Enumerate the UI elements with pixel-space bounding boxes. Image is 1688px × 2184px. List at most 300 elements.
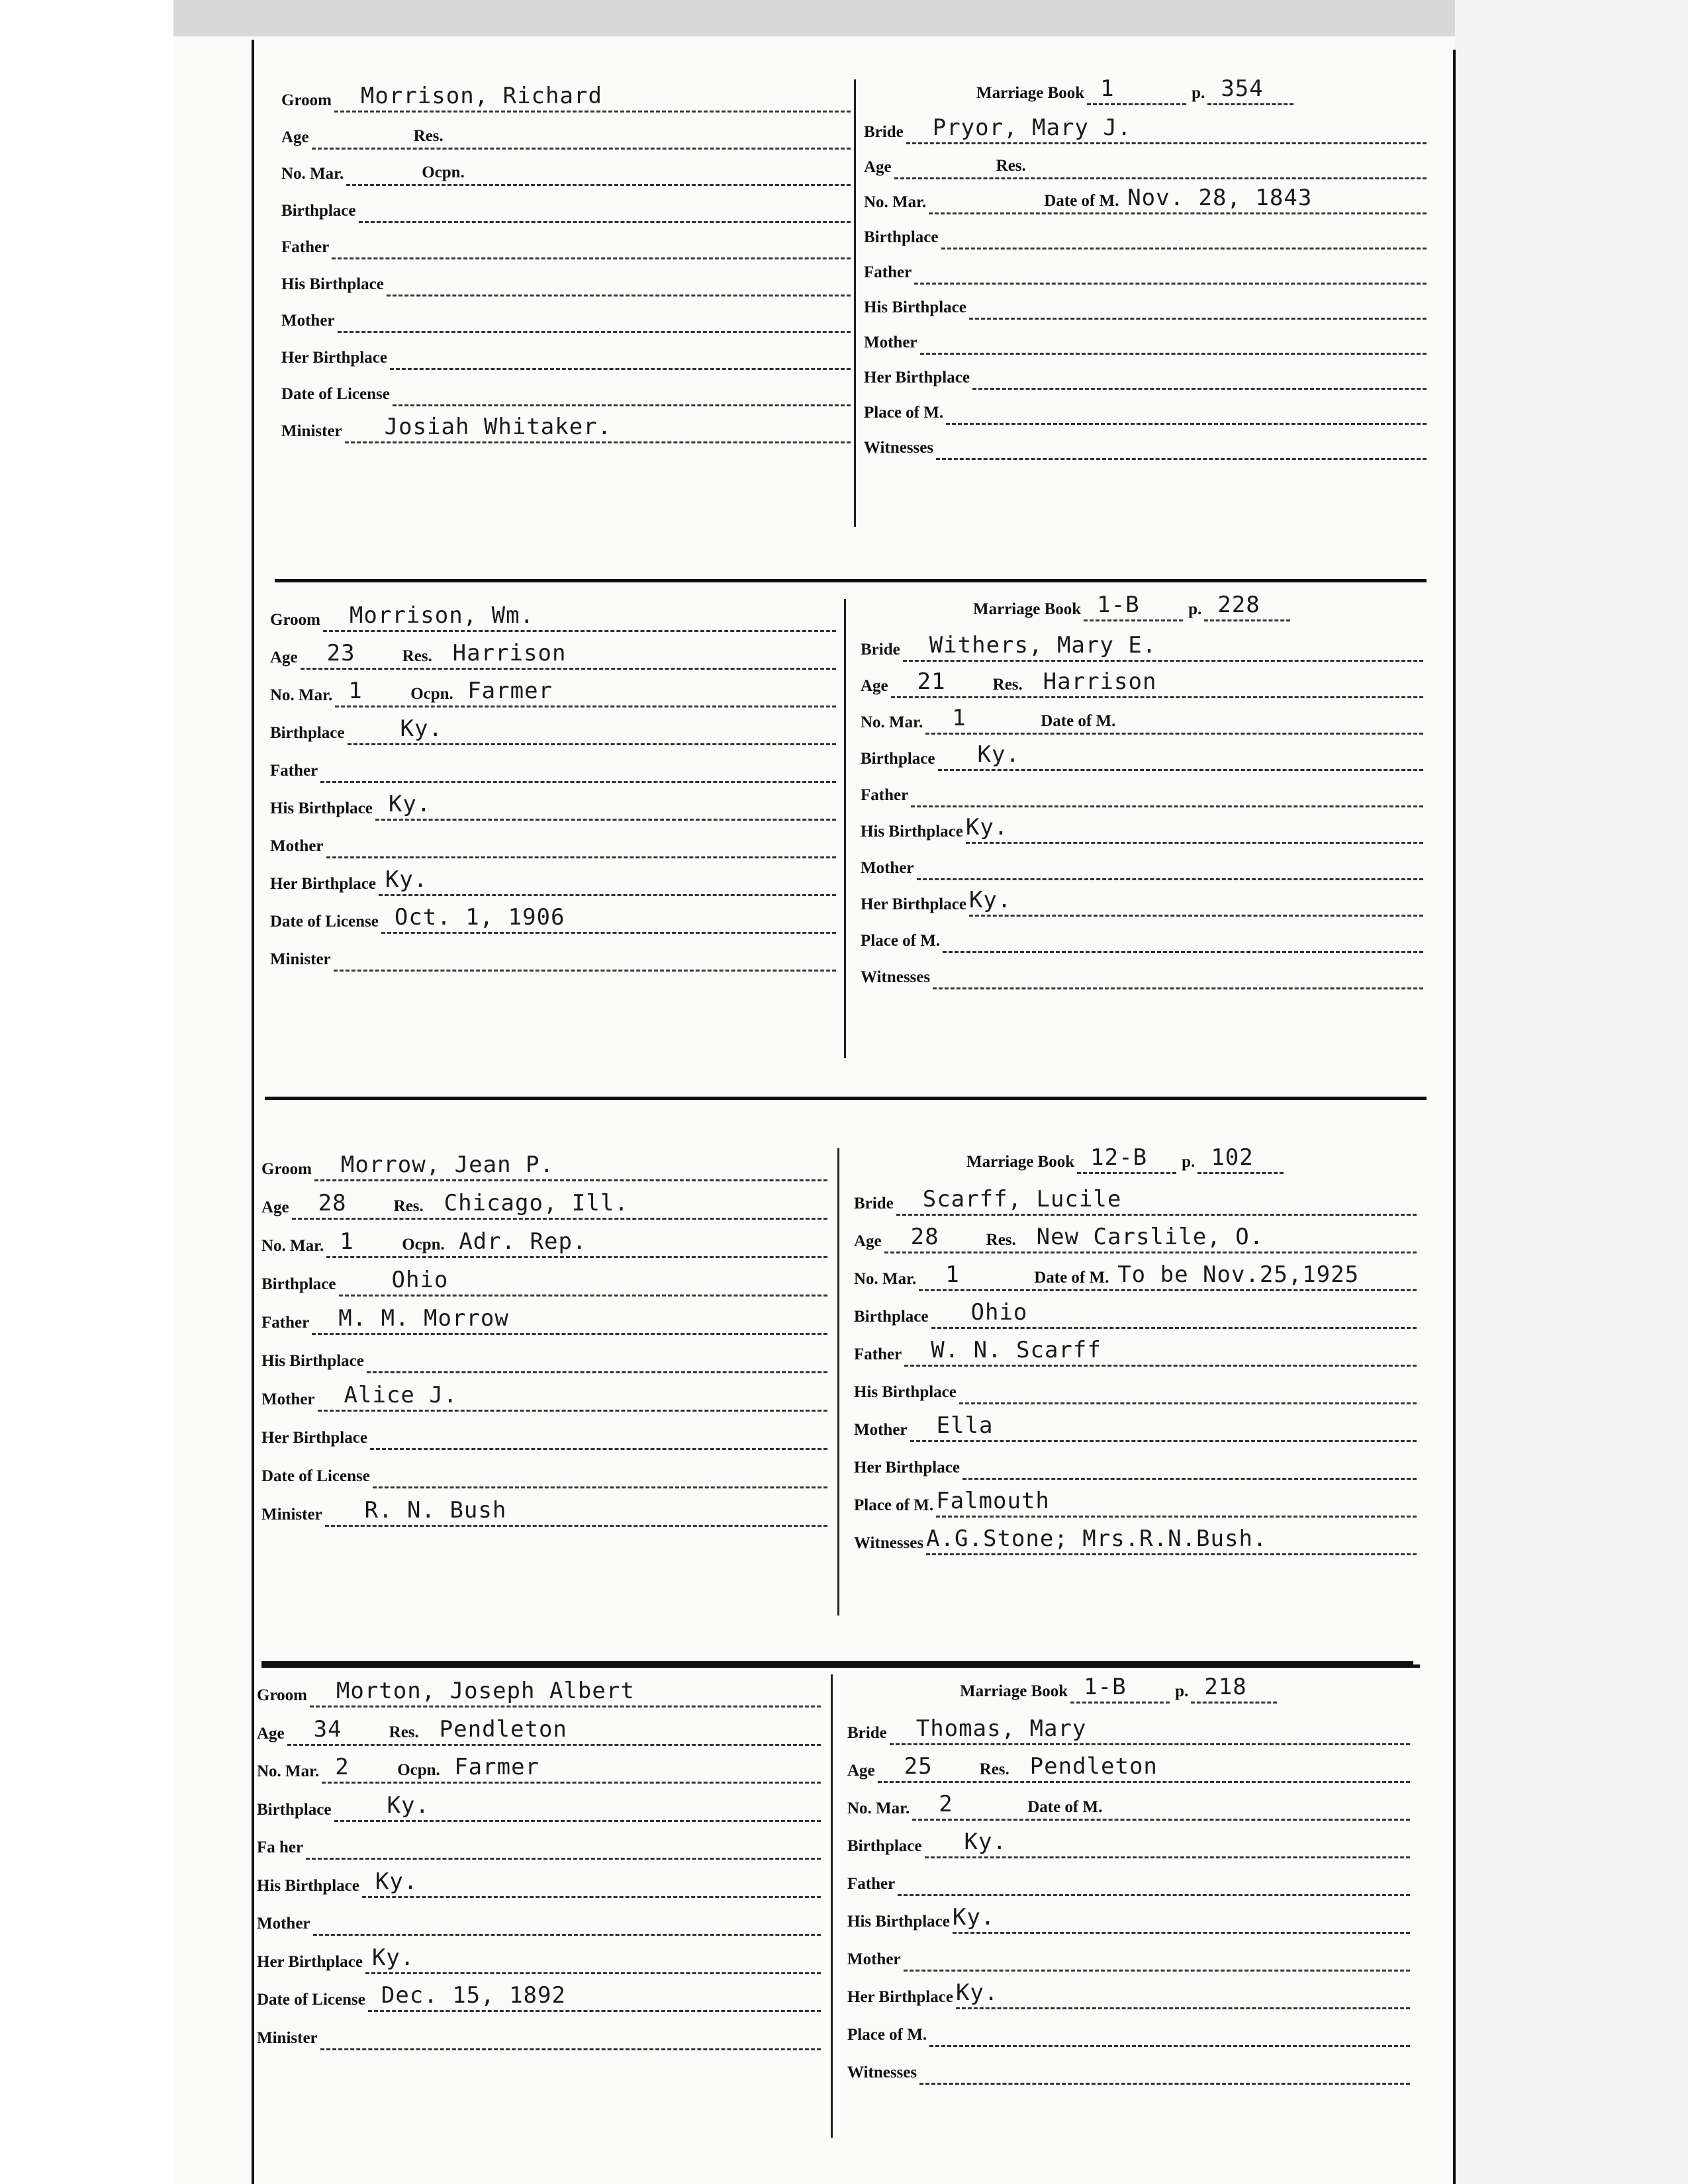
card-4-bride-page-value: 218 [1204,1674,1247,1700]
card-4-bride-father-row [847,1870,1410,1896]
card-3-groom-no-mar-value: 1 [340,1228,354,1255]
card-4-groom-his-birthplace-field [362,1868,821,1898]
card-2-bride-witnesses-row [861,963,1423,989]
card-4-bride-place-of-m-label: Place of M. [847,2026,927,2044]
card-2-bride-his-birthplace-value: Ky. [965,814,1009,841]
card-2-bride-book-label: Marriage Book [973,600,1082,618]
card-1-bride-page-label: p. [1192,84,1205,102]
card-4-bride-her-birthplace-field [955,1979,1410,2009]
card-4-groom-minister-field [320,2025,821,2050]
card-1-groom-date-of-license-label: Date of License [281,385,390,403]
card-3-bride-res-value: New Carslile, O. [1036,1224,1264,1250]
card-1-groom-name-label: Groom [281,91,332,109]
card-4-groom-her-birthplace-value: Ky. [371,1944,415,1971]
card-2-groom-birthplace-field [348,715,837,745]
card-1-groom-age-field [312,124,851,150]
card-4-groom-age-label: Age [257,1724,285,1743]
card-3-bride-page-value: 102 [1211,1144,1254,1171]
card-2-bride-his-birthplace-field [965,814,1423,844]
card-4-bride-birthplace-row [847,1829,1410,1858]
card-4-bride-place-of-m-row [847,2021,1410,2047]
card-4-bride-her-birthplace-row [847,1979,1410,2009]
card-1-bride-res-label: Res. [994,157,1029,175]
card-4-groom-minister-row [257,2024,821,2050]
card-1-bride-place-of-m-label: Place of M. [864,404,944,422]
card-4-bride-her-birthplace-label: Her Birthplace [847,1988,953,2006]
card-2-bride-no-mar-field [925,705,1423,735]
card-4-groom-mother-field [313,1910,821,1936]
card-2-bride-father-label: Father [861,786,909,804]
card-1-bride-age-row [864,153,1427,179]
card-3-groom-mother-label: Mother [261,1390,315,1408]
card-4-groom-date-of-license-label: Date of License [257,1991,365,2009]
card-3-bride-res-label: Res. [984,1231,1019,1250]
card-2-separator [265,1097,1427,1100]
card-4-bride-name-field [890,1715,1410,1745]
card-3-bride-book-label: Marriage Book [966,1153,1075,1171]
card-3-bride-place-of-m-label: Place of M. [854,1496,934,1514]
card-1-groom-father-label: Father [281,238,330,256]
card-1-bride-his-birthplace-row [864,293,1427,320]
card-3-bride-no-mar-label: No. Mar. [854,1270,917,1288]
card-3-bride-age-field [884,1224,1417,1253]
card-3-groom-father-value: M. M. Morrow [338,1305,509,1332]
card-1-groom-no-mar-row [281,159,851,186]
card-1-bride-father-row [864,258,1427,285]
card-4-groom-birthplace-value: Ky. [387,1792,430,1819]
card-4-bride-book-row [960,1674,1277,1704]
card-2-groom-his-birthplace-row [270,791,836,821]
card-3-bride-his-birthplace-label: His Birthplace [854,1383,957,1401]
card-3-bride-witnesses-field [926,1525,1417,1555]
card-2-bride-book-row [973,592,1290,621]
card-2-bride-age-value: 21 [917,668,946,695]
card-1-bride-her-birthplace-row [864,363,1427,390]
card-2-groom-father-row [270,756,836,783]
card-4-bride-no-mar-row [847,1791,1410,1821]
card-4-bride-res-value: Pendleton [1029,1753,1158,1780]
card-2-bride-place-of-m-row [861,927,1423,953]
card-4-bride-age-row [847,1753,1410,1783]
card-4-groom-no-mar-label: No. Mar. [257,1762,320,1780]
card-3-groom-date-of-license-row [261,1462,827,1488]
card-2-groom-his-birthplace-label: His Birthplace [270,799,373,817]
card-3-groom-mother-value: Alice J. [344,1382,458,1408]
card-2-groom-no-mar-value: 1 [348,678,363,704]
card-1-bride-no-mar-label: No. Mar. [864,193,927,211]
card-2-divider [844,599,846,1058]
card-1-groom-mother-label: Mother [281,312,335,330]
card-2-bride-father-row [861,781,1423,807]
card-2-bride-place-of-m-label: Place of M. [861,932,941,950]
card-3-bride-no-mar-row [854,1261,1417,1291]
card-3-groom-name-value: Morrow, Jean P. [340,1152,554,1178]
card-4-groom-date-of-license-field [368,1982,821,2012]
card-4-groom-date-of-license-row [257,1982,821,2012]
card-3-groom-res-label: Res. [391,1197,426,1216]
card-2-groom-name-row [270,602,836,632]
card-4-bride-his-birthplace-row [847,1904,1410,1934]
card-3-bride-book-value: 12-B [1090,1144,1148,1171]
card-4-groom-name-label: Groom [257,1686,307,1704]
card-3-bride-age-row [854,1224,1417,1253]
card-2-groom-minister-field [334,946,836,972]
card-3-bride-name-field [896,1186,1417,1216]
card-1-bride-page-value: 354 [1221,75,1264,102]
card-2-bride-book-field [1084,592,1183,621]
card-1-bride-birthplace-field [941,224,1427,250]
card-4-groom-father-row [257,1833,821,1860]
card-4-bride-book-field [1070,1674,1170,1704]
card-2-bride-birthplace-label: Birthplace [861,750,935,768]
scan-margin-right [1455,0,1688,2184]
card-3-bride-his-birthplace-row [854,1378,1417,1404]
card-2-groom-date-of-license-label: Date of License [270,913,379,931]
card-1-groom-date-of-license-field [393,381,851,406]
card-2-groom-minister-label: Minister [270,950,331,968]
card-3-bride-book-field [1077,1144,1176,1174]
card-3-bride-book-row [966,1145,1284,1174]
card-1-bride-date-of-m-value: Nov. 28, 1843 [1127,185,1313,211]
card-1-groom-birthplace-field [359,197,851,223]
card-3-groom-birthplace-value: Ohio [391,1267,449,1293]
card-1-groom-mother-field [338,307,851,333]
card-2-bride-birthplace-field [938,741,1424,771]
card-4-groom-date-of-license-value: Dec. 15, 1892 [381,1982,566,2009]
card-4-bride-page-field [1191,1674,1277,1704]
card-1-bride-her-birthplace-label: Her Birthplace [864,369,970,387]
card-4-bride-no-mar-field [912,1791,1410,1821]
card-1-groom-no-mar-label: No. Mar. [281,165,344,183]
card-4-bride-witnesses-field [919,2059,1410,2085]
card-1-bride-his-birthplace-field [969,294,1427,320]
card-3-groom-name-row [261,1152,827,1181]
card-3-bride-mother-label: Mother [854,1421,908,1439]
card-2-groom-birthplace-value: Ky. [400,715,443,742]
card-3-groom-no-mar-label: No. Mar. [261,1237,324,1255]
card-3-groom-her-birthplace-label: Her Birthplace [261,1429,367,1447]
card-3-bride-birthplace-field [931,1299,1417,1329]
card-3-bride-witnesses-row [854,1525,1417,1555]
card-3-groom-his-birthplace-label: His Birthplace [261,1352,364,1370]
card-2-groom-no-mar-field [335,678,836,707]
card-3-groom-age-row [261,1190,827,1220]
card-3-bride-her-birthplace-label: Her Birthplace [854,1459,960,1477]
left-margin-rule [252,40,254,2184]
scan-margin-top [173,0,1455,40]
card-4-bride-father-label: Father [847,1875,896,1893]
card-4-bride-mother-field [904,1946,1410,1972]
card-2-bride-age-label: Age [861,677,888,695]
card-3-bride-father-row [854,1337,1417,1367]
card-2-bride-mother-row [861,854,1423,880]
card-3-groom-name-field [314,1152,827,1181]
card-3-groom-age-field [292,1190,827,1220]
card-1-groom-age-label: Age [281,128,309,146]
card-1-groom-minister-value: Josiah Whitaker. [384,413,612,440]
card-2-groom-birthplace-row [270,715,836,745]
card-4-groom-no-mar-field [322,1754,821,1784]
card-3-bride-mother-value: Ella [936,1412,994,1439]
card-2-bride-no-mar-row [861,705,1423,735]
card-4-bride-witnesses-row [847,2058,1410,2085]
card-1-bride-his-birthplace-label: His Birthplace [864,298,966,316]
card-4-groom-age-row [257,1715,821,1746]
card-2-bride-age-row [861,668,1423,698]
card-4-groom-ocpn-value: Farmer [454,1754,540,1780]
card-4-groom-her-birthplace-label: Her Birthplace [257,1952,363,1971]
card-1-groom-name-field [334,83,851,113]
card-2-groom-age-value: 23 [326,640,355,666]
card-1-bride-father-label: Father [864,263,912,281]
card-1-bride-mother-row [864,328,1427,355]
card-4-bride-name-value: Thomas, Mary [915,1715,1087,1742]
card-4-bride-name-row [847,1715,1410,1745]
card-2-bride-father-field [911,782,1423,807]
card-1-groom-father-field [332,234,851,259]
card-1-bride-birthplace-label: Birthplace [864,228,939,246]
card-4-bride-his-birthplace-field [952,1904,1410,1934]
card-1-groom-birthplace-row [281,197,851,223]
card-3-groom-birthplace-label: Birthplace [261,1275,336,1293]
card-2-groom-date-of-license-row [270,904,836,934]
card-3-groom-ocpn-label: Ocpn. [399,1236,447,1254]
card-3-groom-father-row [261,1305,827,1335]
card-2-groom-her-birthplace-row [270,866,836,896]
card-4-groom-minister-label: Minister [257,2028,318,2047]
card-4-groom-his-birthplace-value: Ky. [375,1868,418,1895]
card-1-bride-birthplace-row [864,223,1427,250]
card-3-groom-name-label: Groom [261,1160,312,1178]
card-4-groom-father-label: Fa her [257,1839,304,1856]
card-1-bride-page-field [1207,75,1293,105]
card-4-top-rule [261,1661,1413,1664]
card-3-bride-place-of-m-row [854,1488,1417,1518]
right-margin-rule [1453,50,1456,2184]
card-4-bride-age-label: Age [847,1762,875,1780]
card-2-groom-date-of-license-value: Oct. 1, 1906 [394,904,565,931]
card-1-bride-name-field [906,114,1427,144]
card-1-groom-name-row [281,83,851,113]
card-4-bride-birthplace-label: Birthplace [847,1837,922,1855]
card-4-bride-his-birthplace-label: His Birthplace [847,1913,950,1931]
card-2-groom-res-label: Res. [400,647,435,666]
card-4-groom-no-mar-value: 2 [335,1754,350,1780]
card-3-bride-name-row [854,1186,1417,1216]
card-2-groom-his-birthplace-field [375,791,836,821]
scan-margin-left [0,0,173,2184]
card-1-groom-minister-label: Minister [281,422,342,440]
card-3-groom-minister-row [261,1497,827,1527]
card-2-bride-her-birthplace-field [968,887,1423,917]
card-1-bride-witnesses-label: Witnesses [864,439,934,457]
card-1-bride-name-row [864,114,1427,144]
card-3-bride-date-of-m-value: To be Nov.25,1925 [1117,1261,1360,1288]
card-3-bride-no-mar-field [919,1261,1417,1291]
card-2-bride-witnesses-label: Witnesses [861,968,931,986]
card-1-groom-birthplace-label: Birthplace [281,201,356,220]
card-4-bride-witnesses-label: Witnesses [847,2064,917,2081]
card-1-bride-age-label: Age [864,158,892,176]
card-2-bride-name-label: Bride [861,641,900,659]
card-1-groom-his-birthplace-row [281,270,851,296]
card-2-groom-minister-row [270,945,836,972]
card-2-bride-his-birthplace-row [861,814,1423,844]
card-4-groom-name-field [310,1678,821,1707]
card-1-bride-book-label: Marriage Book [976,84,1085,102]
card-3-groom-minister-label: Minister [261,1506,322,1524]
card-3-groom-no-mar-row [261,1228,827,1258]
card-2-bride-page-label: p. [1188,600,1202,618]
card-2-bride-res-value: Harrison [1043,668,1157,695]
card-4-bride-book-label: Marriage Book [960,1682,1068,1700]
card-1-bride-no-mar-row [864,185,1427,214]
card-4-bride-father-field [898,1870,1410,1896]
card-3-bride-her-birthplace-field [962,1454,1417,1480]
card-1-groom-his-birthplace-label: His Birthplace [281,275,384,293]
card-4-groom-res-label: Res. [387,1723,422,1742]
card-1-groom-minister-field [345,413,851,443]
card-4-bride-date-of-m-label: Date of M. [1025,1798,1105,1817]
card-2-groom-birthplace-label: Birthplace [270,724,345,742]
card-2-groom-mother-field [326,833,836,858]
card-3-groom-her-birthplace-row [261,1424,827,1450]
card-3-bride-place-of-m-field [936,1488,1417,1518]
card-1-bride-book-field [1087,75,1186,105]
card-1-bride-date-of-m-label: Date of M. [1041,192,1121,210]
card-4-bride-no-mar-value: 2 [939,1791,953,1817]
card-4-groom-her-birthplace-row [257,1944,821,1974]
card-4-bride-his-birthplace-value: Ky. [952,1904,996,1931]
card-2-groom-name-label: Groom [270,611,320,629]
card-3-groom-date-of-license-label: Date of License [261,1467,370,1485]
card-2-groom-her-birthplace-field [379,866,836,896]
card-1-bride-her-birthplace-field [972,364,1427,390]
card-3-bride-father-value: W. N. Scarff [931,1337,1102,1363]
card-2-bride-no-mar-label: No. Mar. [861,713,923,731]
card-1-bride-mother-field [920,329,1427,355]
card-4-groom-age-value: 34 [313,1715,342,1743]
card-3-groom-his-birthplace-field [367,1347,827,1373]
card-2-bride-her-birthplace-label: Her Birthplace [861,895,966,913]
card-2-groom-her-birthplace-value: Ky. [385,866,428,893]
card-1-separator [275,579,1427,582]
card-3-bride-his-birthplace-field [959,1379,1417,1404]
card-1-bride-witnesses-row [864,433,1427,460]
card-3-bride-birthplace-value: Ohio [970,1299,1028,1326]
card-1-divider [854,79,856,527]
card-4-groom-name-row [257,1678,821,1707]
card-2-groom-father-label: Father [270,762,318,780]
card-2-bride-mother-field [917,854,1423,880]
card-2-bride-her-birthplace-row [861,887,1423,917]
card-1-groom-her-birthplace-row [281,343,851,370]
card-4-groom-his-birthplace-row [257,1868,821,1898]
card-4-bride-birthplace-field [925,1829,1411,1858]
card-2-groom-no-mar-row [270,678,836,707]
card-3-groom-minister-field [325,1497,827,1527]
card-2-bride-witnesses-field [933,964,1423,989]
card-3-groom-mother-row [261,1382,827,1412]
card-3-groom-age-value: 28 [318,1190,347,1216]
card-3-bride-birthplace-label: Birthplace [854,1308,929,1326]
card-1-bride-place-of-m-row [864,398,1427,425]
card-1-bride-book-value: 1 [1100,75,1115,102]
card-1-groom-ocpn-label: Ocpn. [419,163,467,182]
card-1-groom-age-row [281,123,851,150]
card-4-bride-age-field [878,1753,1410,1783]
card-2-bride-page-field [1204,592,1290,621]
card-2-groom-ocpn-label: Ocpn. [408,685,456,704]
card-1-groom-father-row [281,233,851,259]
card-4-bride-res-label: Res. [977,1760,1012,1779]
card-2-bride-mother-label: Mother [861,859,914,877]
card-3-bride-age-label: Age [854,1232,882,1250]
card-3-bride-witnesses-label: Witnesses [854,1534,924,1552]
card-3-groom-res-value: Chicago, Ill. [444,1190,629,1216]
card-1-bride-name-value: Pryor, Mary J. [932,114,1132,141]
card-4-groom-father-field [306,1834,821,1860]
card-4-groom-her-birthplace-field [365,1944,821,1974]
card-4-groom-mother-label: Mother [257,1915,310,1933]
card-3-groom-ocpn-value: Adr. Rep. [459,1228,587,1255]
card-1-groom-mother-row [281,306,851,333]
card-4-groom-birthplace-label: Birthplace [257,1800,332,1819]
card-3-bride-father-field [904,1337,1417,1367]
card-3-groom-his-birthplace-row [261,1347,827,1373]
card-2-bride-her-birthplace-value: Ky. [968,887,1012,913]
card-2-bride-birthplace-value: Ky. [977,741,1020,768]
card-4-bride-name-label: Bride [847,1724,887,1742]
card-2-groom-mother-label: Mother [270,837,324,855]
card-2-groom-name-field [323,602,836,632]
card-3-groom-birthplace-field [339,1267,828,1297]
card-2-groom-no-mar-label: No. Mar. [270,686,333,704]
card-3-groom-mother-field [318,1382,827,1412]
card-4-bride-her-birthplace-value: Ky. [955,1979,999,2006]
card-4-divider [831,1674,833,2138]
card-3-bride-mother-field [910,1412,1417,1442]
card-3-bride-name-label: Bride [854,1195,894,1212]
card-4-bride-mother-label: Mother [847,1950,901,1968]
card-3-bride-name-value: Scarff, Lucile [922,1186,1122,1212]
card-3-groom-minister-value: R. N. Bush [364,1497,507,1524]
card-1-groom-her-birthplace-field [390,344,851,370]
card-1-bride-no-mar-field [929,185,1427,214]
card-3-bride-page-field [1197,1144,1284,1174]
card-4-bride-place-of-m-field [929,2021,1410,2047]
card-4-groom-mother-row [257,1909,821,1936]
card-2-groom-her-birthplace-label: Her Birthplace [270,875,376,893]
card-2-groom-father-field [320,757,836,783]
card-1-groom-no-mar-field [346,160,851,186]
card-3-bride-place-of-m-value: Falmouth [936,1488,1050,1514]
card-3-bride-mother-row [854,1412,1417,1442]
card-4-groom-birthplace-field [334,1792,821,1822]
card-2-bride-date-of-m-label: Date of M. [1038,712,1118,731]
card-1-bride-place-of-m-field [946,399,1427,425]
card-2-bride-book-value: 1-B [1097,592,1140,618]
card-2-groom-res-value: Harrison [452,640,567,666]
card-4-bride-book-value: 1-B [1084,1674,1127,1700]
card-2-bride-res-label: Res. [990,676,1025,694]
card-4-bride-birthplace-value: Ky. [964,1829,1007,1855]
card-3-groom-her-birthplace-field [370,1424,827,1450]
card-1-bride-book-row [976,76,1293,105]
card-3-bride-father-label: Father [854,1345,902,1363]
card-2-bride-name-row [861,632,1423,662]
card-1-groom-minister-row [281,413,851,443]
